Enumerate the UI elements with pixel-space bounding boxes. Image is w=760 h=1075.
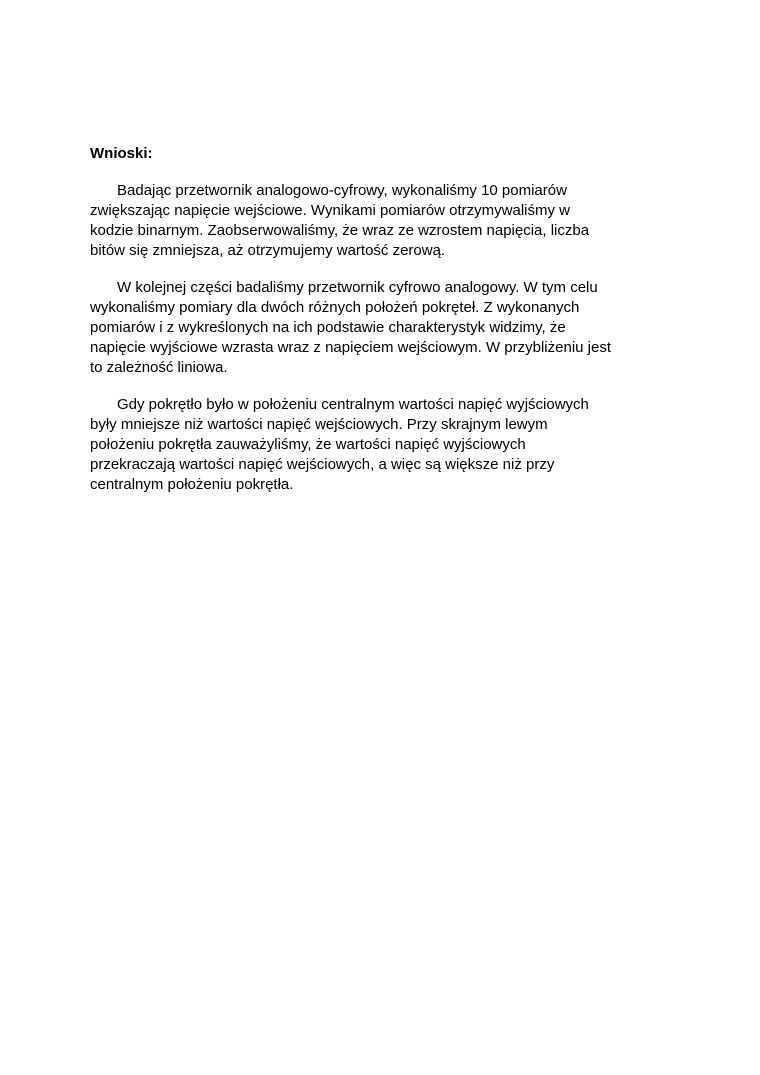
text-line: Badając przetwornik analogowo-cyfrowy, wykonaliśmy 10 pomiarów: [117, 182, 567, 199]
text-line: pomiarów i z wykreślonych na ich podstawie charakterystyk widzimy, że: [90, 319, 566, 336]
text-line: Gdy pokrętło było w położeniu centralnym wartości napięć wyjściowych: [117, 396, 589, 413]
text-line: położeniu pokrętła zauważyliśmy, że wartości napięć wyjściowych: [90, 436, 526, 453]
paragraph: [90, 395, 672, 495]
text-line: wykonaliśmy pomiary dla dwóch różnych położeń pokręteł. Z wykonanych: [90, 299, 580, 316]
text-line: przekraczają wartości napięć wejściowych, a więc są większe niż przy: [90, 456, 555, 473]
text-line: centralnym położeniu pokrętła.: [90, 476, 294, 493]
text-line: zwiększając napięcie wejściowe. Wynikami pomiarów otrzymywaliśmy w: [90, 202, 570, 219]
text-line: to zależność liniowa.: [90, 359, 228, 376]
text-line: były mniejsze niż wartości napięć wejściowych. Przy skrajnym lewym: [90, 416, 548, 433]
section-heading: Wnioski:: [90, 145, 153, 162]
paragraph: [90, 181, 672, 261]
text-line: napięcie wyjściowe wzrasta wraz z napięciem wejściowym. W przybliżeniu jest: [90, 339, 612, 356]
text-line: bitów się zmniejsza, aż otrzymujemy wartość zerową.: [90, 242, 446, 259]
text-line: kodzie binarnym. Zaobserwowaliśmy, że wraz ze wzrostem napięcia, liczba: [90, 222, 590, 239]
paragraph: [90, 278, 672, 378]
text-line: W kolejnej części badaliśmy przetwornik cyfrowo analogowy. W tym celu: [117, 279, 598, 296]
